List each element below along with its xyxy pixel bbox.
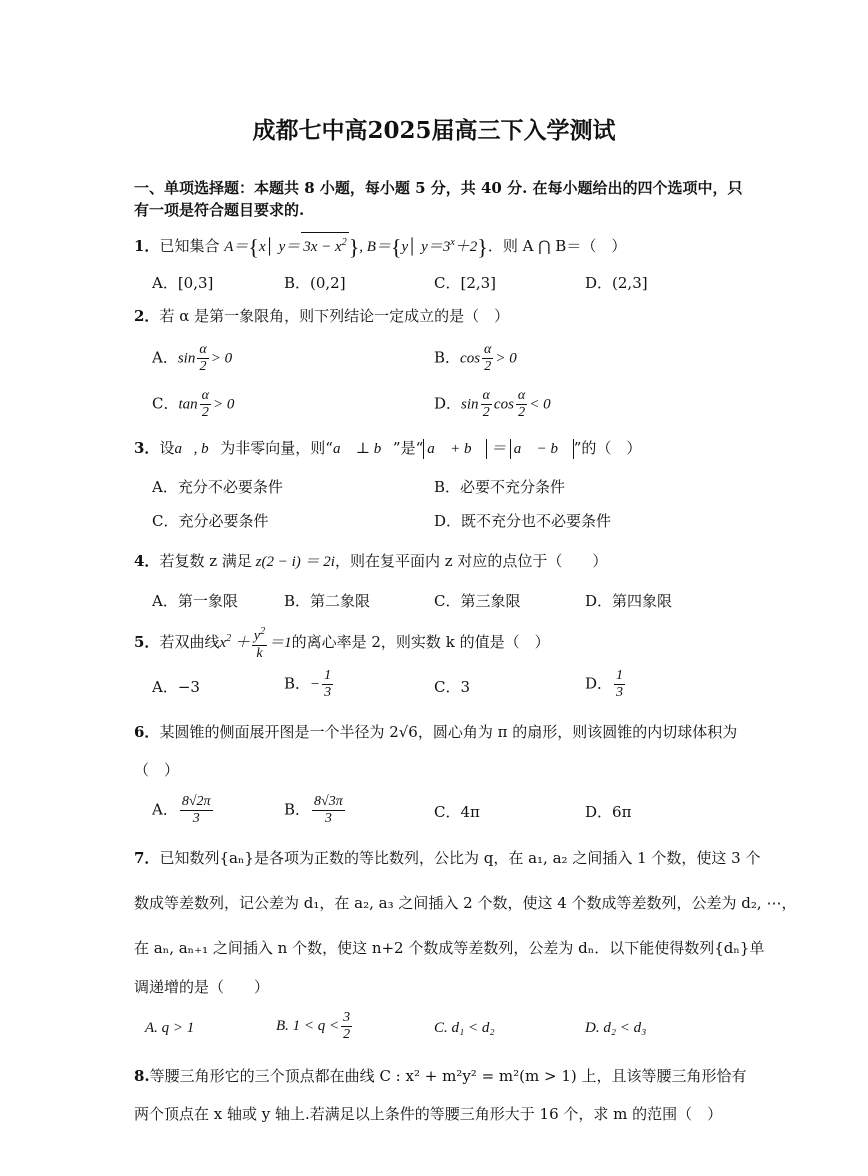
question-tail: ．则 A ⋂ B＝（ ）: [487, 237, 627, 255]
q4-option-c[interactable]: C．第三象限: [434, 592, 521, 610]
question-5: 5．若双曲线$x^2$ ＋ $\frac{y^2}{k}$ ＝1的离心率是 2，则实数 k 的值是（ ）: [134, 626, 550, 661]
question-text: 若复数 z 满足: [159, 552, 252, 570]
question-line1: 等腰三角形它的三个顶点都在曲线 C : x² + m²y² = m²(m > 1) 上，且该等腰三角形恰有: [149, 1067, 747, 1085]
option-label: B．: [284, 800, 311, 819]
question-3: 3．设a⃗, b⃗为非零向量，则“a⃗ ⊥ b⃗”是“ a⃗ + b⃗ ＝ a⃗ − b⃗ ”的（ ）: [134, 439, 642, 457]
question-number: 6．: [134, 723, 160, 741]
q3-option-c[interactable]: C．充分必要条件: [152, 512, 269, 530]
q3-option-b[interactable]: B．必要不充分条件: [434, 478, 566, 496]
question-text-2: 的离心率是 2，则实数 k 的值是（ ）: [291, 632, 550, 651]
question-number: 7．: [134, 849, 160, 867]
option-label: A．: [152, 348, 178, 367]
q5-option-b[interactable]: B．− $\frac{1}{3}$: [284, 668, 332, 700]
question-text: 若 α 是第一象限角，则下列结论一定成立的是（ ）: [159, 307, 510, 325]
question-text: 已知集合: [159, 237, 220, 255]
question-line1: 已知数列{aₙ}是各项为正数的等比数列，公比为 q，在 a₁, a₂ 之间插入 1 个数，使这 3 个: [159, 849, 761, 867]
option-label: B．: [284, 674, 311, 693]
q7-line4: 调递增的是（ ）: [134, 978, 270, 996]
q2-option-c[interactable]: C．tan $\frac{\alpha}{2}$ > 0: [152, 388, 235, 420]
question-text: 若双曲线: [159, 632, 220, 651]
q2-option-b[interactable]: B．cos $\frac{\alpha}{2}$ > 0: [434, 342, 517, 374]
question-text-2: ，则在复平面内 z 对应的点位于（ ）: [334, 552, 608, 570]
q6-option-c[interactable]: C．4π: [434, 803, 480, 821]
q6-option-d[interactable]: D．6π: [585, 803, 632, 821]
q7-line2: 数成等差数列，记公差为 d₁，在 a₂, a₃ 之间插入 2 个数，使这 4 个数成等差数列，公差为 d₂, ⋯，: [134, 894, 797, 912]
question-text-mid2: ”是“: [392, 439, 424, 457]
q5-option-c[interactable]: C．3: [434, 678, 471, 696]
q7-option-c[interactable]: C. d₁ < d₂: [434, 1020, 495, 1036]
question-text: 设: [159, 439, 175, 457]
question-8: [134, 1066, 747, 1086]
q2-option-a[interactable]: A．sin $\frac{\alpha}{2}$ > 0: [152, 342, 233, 374]
question-number: 3．: [134, 439, 160, 457]
question-number: 4．: [134, 552, 160, 570]
option-label: D．: [434, 394, 462, 413]
q6-option-b[interactable]: B． $\frac{8√3\pi}{3}$: [284, 794, 343, 826]
q6-paren: （ ）: [134, 761, 180, 779]
section-header-line2: 有一项是符合题目要求的.: [134, 201, 305, 219]
question-number: 2．: [134, 307, 160, 325]
q1-option-a[interactable]: A．[0,3]: [152, 274, 214, 292]
q2-option-d[interactable]: D．sin $\frac{\alpha}{2}$ cos $\frac{\alpha}{2}$ < 0: [434, 388, 551, 420]
question-1: [134, 232, 626, 258]
q4-option-d[interactable]: D．第四象限: [585, 592, 673, 610]
q3-option-a[interactable]: A．充分不必要条件: [152, 478, 283, 496]
q7-option-d[interactable]: D. d₂ < d₃: [585, 1020, 647, 1036]
q7-option-a[interactable]: A. q > 1: [145, 1020, 195, 1036]
option-label: C．: [152, 394, 179, 413]
option-label: D．: [585, 674, 613, 693]
section-header-line1: 一、单项选择题：本题共 8 小题，每小题 5 分，共 40 分. 在每小题给出的四个选项中，只: [134, 179, 743, 197]
question-2: [134, 306, 509, 326]
question-text-mid: 为非零向量，则“: [220, 439, 333, 457]
q1-option-b[interactable]: B．(0,2]: [284, 274, 346, 292]
q1-option-c[interactable]: C．[2,3]: [434, 274, 497, 292]
question-4: 4．若复数 z 满足 z(2 − i) ＝ 2i，则在复平面内 z 对应的点位于（ ）: [134, 552, 608, 570]
page-title: 成都七中高2025届高三下入学测试: [252, 117, 616, 144]
question-number: 5．: [134, 632, 160, 651]
q4-option-a[interactable]: A．第一象限: [152, 592, 238, 610]
question-number: 8.: [134, 1067, 150, 1085]
q6-option-a[interactable]: A． $\frac{8√2\pi}{3}$: [152, 794, 211, 826]
option-label: B. 1 < q <: [276, 1017, 340, 1034]
question-6: [134, 722, 737, 742]
q3-option-d[interactable]: D．既不充分也不必要条件: [434, 512, 612, 530]
question-7: [134, 848, 760, 868]
q1-option-d[interactable]: D．(2,3]: [585, 274, 648, 292]
q4-option-b[interactable]: B．第二象限: [284, 592, 371, 610]
q5-option-d[interactable]: D． $\frac{1}{3}$: [585, 668, 624, 700]
question-text-end: ”的（ ）: [573, 439, 642, 457]
option-label: A．: [152, 800, 178, 819]
set-expression: A＝{x│ $y= 3x - x^2$}, B＝{y│ $y=3^x+2$}: [224, 239, 488, 255]
q8-line2: 两个顶点在 x 轴或 y 轴上.若满足以上条件的等腰三角形大于 16 个，求 m 的范围（ ）: [134, 1105, 723, 1123]
question-text: 某圆锥的侧面展开图是一个半径为 2√6，圆心角为 π 的扇形，则该圆锥的内切球体积为: [159, 723, 738, 741]
q5-option-a[interactable]: A．−3: [152, 678, 200, 696]
q7-option-b[interactable]: B. 1 < q < $\frac{3}{2}$: [276, 1010, 351, 1042]
option-label: B．: [434, 348, 461, 367]
question-number: 1．: [134, 237, 160, 255]
q7-line3: 在 aₙ, aₙ₊₁ 之间插入 n 个数，使这 n+2 个数成等差数列，公差为 dₙ．以下能使得数列{dₙ}单: [134, 939, 765, 957]
